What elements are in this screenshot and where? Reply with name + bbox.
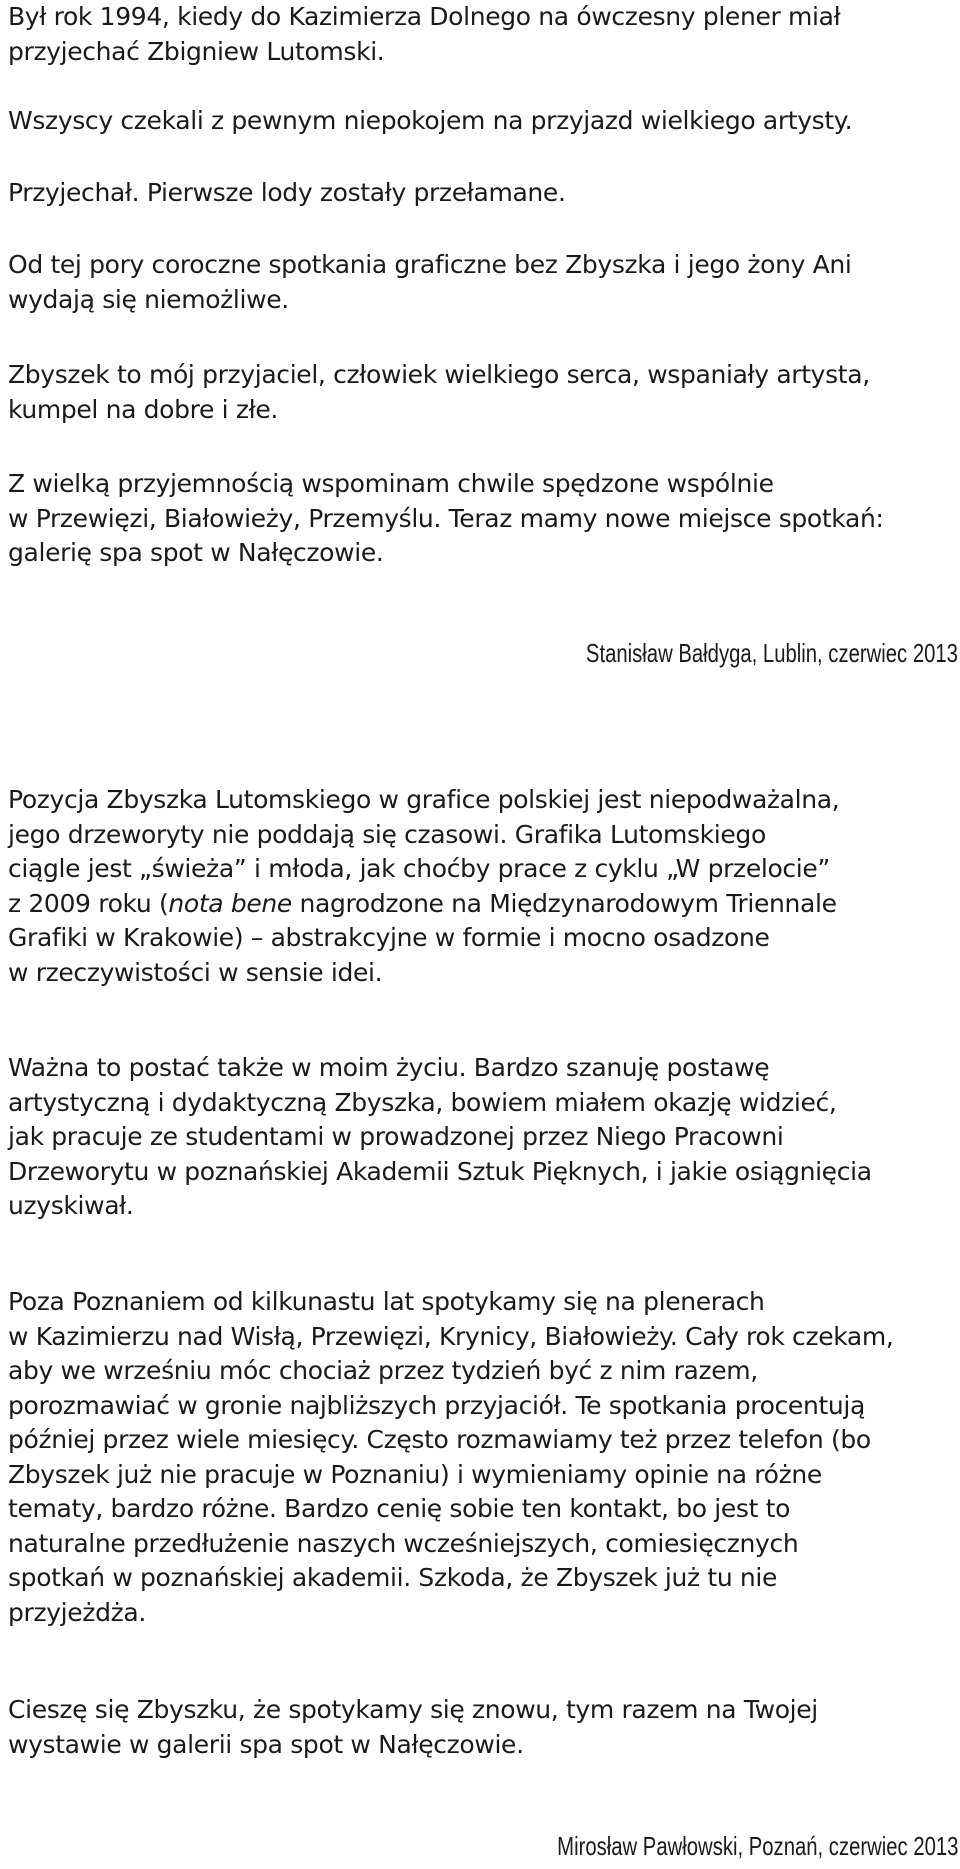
text-line: Zbyszek już nie pracuje w Poznaniu) i wymieniamy opinie na różne xyxy=(8,1459,822,1489)
text-line: Pozycja Zbyszka Lutomskiego w grafice polskiej jest niepodważalna, xyxy=(8,785,840,814)
text-line: galerię spa spot w Nałęczowie. xyxy=(8,538,384,567)
paragraph-8 xyxy=(8,1051,958,1224)
signature-pawlowski: Mirosław Pawłowski, Poznań, czerwiec 2013 xyxy=(556,1831,958,1861)
text-line: jak pracuje ze studentami w prowadzonej przez Niego Pracowni xyxy=(8,1122,784,1151)
text-line: Z wielką przyjemnością wspominam chwile spędzone wspólnie xyxy=(8,469,774,498)
paragraph-10 xyxy=(8,1693,958,1762)
signature-baldyga: Stanisław Bałdyga, Lublin, czerwiec 2013 xyxy=(585,638,958,668)
text-line: Ważna to postać także w moim życiu. Bardzo szanuję postawę xyxy=(8,1053,770,1082)
text-line: Zbyszek to mój przyjaciel, człowiek wielkiego serca, wspaniały artysta, xyxy=(8,360,870,389)
paragraph-9 xyxy=(8,1285,958,1630)
text-line: Drzeworytu w poznańskiej Akademii Sztuk Pięknych, i jakie osiągnięcia xyxy=(8,1156,872,1186)
text-line: w rzeczywistości w sensie idei. xyxy=(8,957,383,987)
paragraph-3 xyxy=(8,176,958,211)
text-line: później przez wiele miesięcy. Często rozmawiamy też przez telefon (bo xyxy=(8,1425,871,1454)
text-line: w Kazimierzu nad Wisłą, Przewięzi, Krynicy, Białowieży. Cały rok czekam, xyxy=(8,1321,894,1351)
text-line: kumpel na dobre i złe. xyxy=(8,394,278,424)
text-line: Poza Poznaniem od kilkunastu lat spotykamy się na plenerach xyxy=(8,1287,765,1316)
text-line: spotkań w poznańskiej akademii. Szkoda, że Zbyszek już tu nie xyxy=(8,1563,778,1592)
text-line: tematy, bardzo różne. Bardzo cenię sobie ten kontakt, bo jest to xyxy=(8,1494,791,1523)
paragraph-7 xyxy=(8,783,958,990)
text-line: wystawie w galerii spa spot w Nałęczowie. xyxy=(8,1729,524,1759)
text-line: Przyjechał. Pierwsze lody zostały przełamane. xyxy=(8,178,566,207)
paragraph-5 xyxy=(8,358,958,427)
paragraph-1 xyxy=(8,0,958,69)
text-line: aby we wrześniu móc chociaż przez tydzień być z nim razem, xyxy=(8,1356,758,1385)
text-line: Był rok 1994, kiedy do Kazimierza Dolnego na ówczesny plener miał xyxy=(8,2,841,31)
text-line: Grafiki w Krakowie) – abstrakcyjne w formie i mocno osadzone xyxy=(8,923,770,952)
text-line: jego drzeworyty nie poddają się czasowi. Grafika Lutomskiego xyxy=(8,819,766,849)
text-line: Cieszę się Zbyszku, że spotykamy się znowu, tym razem na Twojej xyxy=(8,1695,818,1724)
text-line: przyjechać Zbigniew Lutomski. xyxy=(8,36,385,66)
paragraph-4 xyxy=(8,248,958,317)
text-line: Wszyscy czekali z pewnym niepokojem na przyjazd wielkiego artysty. xyxy=(8,106,853,135)
text-line: artystyczną i dydaktyczną Zbyszka, bowiem miałem okazję widzieć, xyxy=(8,1087,837,1117)
text-run: z 2009 roku ( xyxy=(8,888,169,918)
paragraph-6 xyxy=(8,467,958,571)
text-run: nagrodzone na Międzynarodowym Triennale xyxy=(291,888,837,918)
text-line: porozmawiać w gronie najbliższych przyjaciół. Te spotkania procentują xyxy=(8,1390,865,1420)
text-line: przyjeżdża. xyxy=(8,1597,146,1627)
text-line: uzyskiwał. xyxy=(8,1191,134,1220)
text-line: ciągle jest „świeża” i młoda, jak choćby prace z cyklu „W przelocie” xyxy=(8,854,831,883)
paragraph-2 xyxy=(8,104,958,139)
italic-text: nota bene xyxy=(168,888,292,918)
text-line: wydają się niemożliwe. xyxy=(8,284,289,314)
text-line: w Przewięzi, Białowieży, Przemyślu. Teraz mamy nowe miejsce spotkań: xyxy=(8,503,884,533)
text-line: Od tej pory coroczne spotkania graficzne bez Zbyszka i jego żony Ani xyxy=(8,250,852,279)
text-line xyxy=(8,887,958,922)
text-line: naturalne przedłużenie naszych wcześniejszych, comiesięcznych xyxy=(8,1528,799,1558)
